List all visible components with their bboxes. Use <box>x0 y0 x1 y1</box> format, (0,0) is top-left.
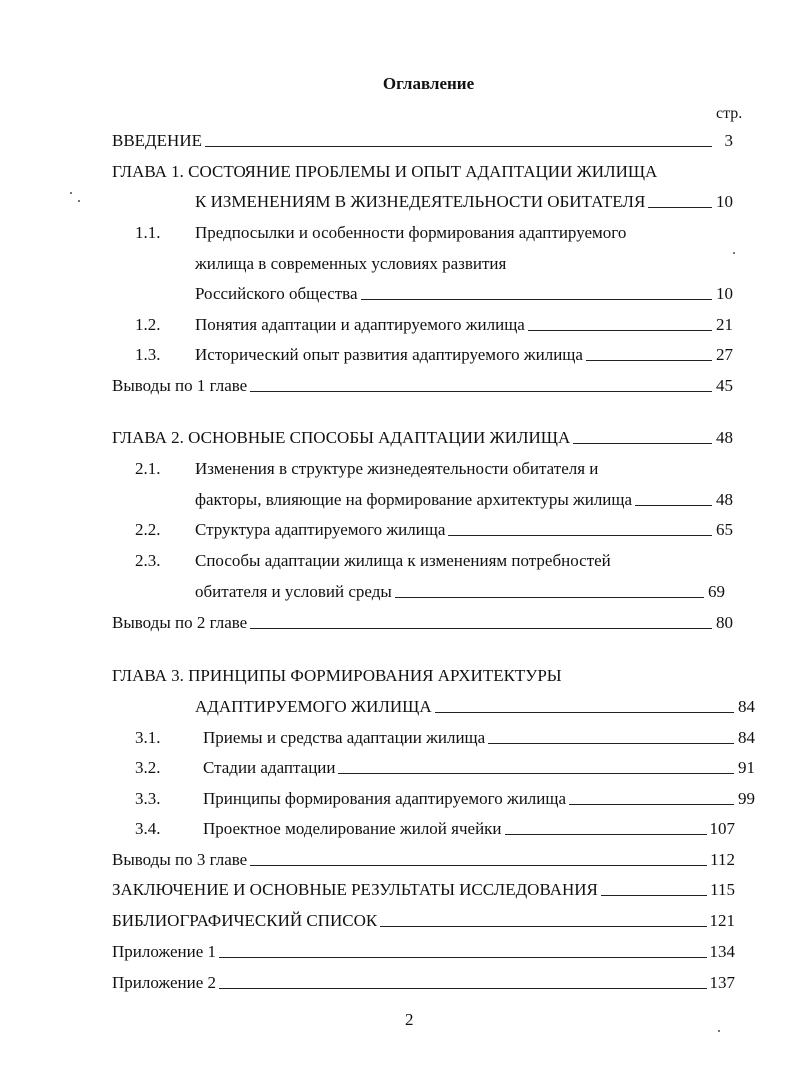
entry-text: Принципы формирования адаптируемого жилища <box>203 789 567 808</box>
leader-line <box>569 804 734 805</box>
entry-text: ЗАКЛЮЧЕНИЕ И ОСНОВНЫЕ РЕЗУЛЬТАТЫ ИССЛЕДОВАНИЯ <box>112 880 598 899</box>
leader-line <box>573 443 712 444</box>
entry-page: 10 <box>716 284 733 303</box>
entry-text: Предпосылки и особенности формирования адаптируемого <box>195 223 627 242</box>
entry-page: 84 <box>738 697 755 716</box>
leader-line <box>250 391 712 392</box>
entry-text: Изменения в структуре жизнедеятельности обитателя и <box>195 459 599 478</box>
scan-speck <box>733 252 735 254</box>
entry-page: 65 <box>716 520 733 539</box>
entry-page: 3 <box>724 131 733 150</box>
entry-text: жилища в современных условиях развития <box>195 254 507 273</box>
leader-line <box>488 743 734 744</box>
toc-title: Оглавление <box>382 74 475 93</box>
entry-text: Стадии адаптации <box>203 758 336 777</box>
entry-page: 27 <box>716 345 733 364</box>
toc-entry[interactable] <box>195 253 506 275</box>
entry-text: Проектное моделирование жилой ячейки <box>203 819 502 838</box>
entry-text: Структура адаптируемого жилища <box>195 520 446 539</box>
toc-entry[interactable] <box>112 427 733 449</box>
scan-speck <box>70 192 72 194</box>
leader-line <box>601 895 707 896</box>
entry-number: 3.1. <box>135 728 161 747</box>
entry-page: 137 <box>709 973 735 992</box>
entry-number: 1.2. <box>135 315 161 334</box>
toc-entry[interactable] <box>195 314 733 336</box>
leader-line <box>505 834 707 835</box>
entry-page: 45 <box>716 376 733 395</box>
toc-entry[interactable] <box>112 130 733 152</box>
entry-text: Приложение 1 <box>112 942 216 961</box>
scan-speck <box>718 1030 720 1032</box>
entry-text: Выводы по 1 главе <box>112 376 248 395</box>
entry-text: Приложение 2 <box>112 973 216 992</box>
page-column-label: стр. <box>716 105 743 122</box>
toc-entry[interactable] <box>112 879 735 901</box>
leader-line <box>250 865 707 866</box>
entry-text: ГЛАВА 3. ПРИНЦИПЫ ФОРМИРОВАНИЯ АРХИТЕКТУРЫ <box>112 666 562 685</box>
toc-entry[interactable] <box>195 519 733 541</box>
entry-text: Приемы и средства адаптации жилища <box>203 728 486 747</box>
toc-entry[interactable] <box>112 910 735 932</box>
toc-entry[interactable] <box>195 283 733 305</box>
leader-line <box>380 926 706 927</box>
toc-entry[interactable] <box>112 161 657 183</box>
toc-entry[interactable] <box>112 612 733 634</box>
entry-number: 3.2. <box>135 758 161 777</box>
toc-entry[interactable] <box>195 222 626 244</box>
entry-text: обитателя и условий среды <box>195 582 392 601</box>
entry-number: 1.1. <box>135 223 161 242</box>
entry-text: ГЛАВА 2. ОСНОВНЫЕ СПОСОБЫ АДАПТАЦИИ ЖИЛИЩА <box>112 428 571 447</box>
entry-number: 2.1. <box>135 459 161 478</box>
entry-text: ГЛАВА 1. СОСТОЯНИЕ ПРОБЛЕМЫ И ОПЫТ АДАПТАЦИИ ЖИЛИЩА <box>112 162 658 181</box>
entry-page: 69 <box>708 582 725 601</box>
entry-page: 84 <box>738 728 755 747</box>
entry-text: Выводы по 3 главе <box>112 850 248 869</box>
entry-text: Российского общества <box>195 284 358 303</box>
entry-number: 2.2. <box>135 520 161 539</box>
entry-text: БИБЛИОГРАФИЧЕСКИЙ СПИСОК <box>112 911 378 930</box>
entry-page: 80 <box>716 613 733 632</box>
toc-entry[interactable] <box>195 458 598 480</box>
toc-entry[interactable] <box>195 191 733 213</box>
entry-page: 134 <box>709 942 735 961</box>
leader-line <box>528 330 712 331</box>
entry-text: К ИЗМЕНЕНИЯМ В ЖИЗНЕДЕЯТЕЛЬНОСТИ ОБИТАТЕЛЯ <box>195 192 646 211</box>
entry-number: 2.3. <box>135 551 161 570</box>
entry-page: 10 <box>716 192 733 211</box>
toc-entry[interactable] <box>203 727 755 749</box>
toc-entry[interactable] <box>195 550 611 572</box>
toc-entry[interactable] <box>203 788 755 810</box>
leader-line <box>361 299 712 300</box>
toc-entry[interactable] <box>195 489 733 511</box>
entry-text: Понятия адаптации и адаптируемого жилища <box>195 315 525 334</box>
entry-page: 91 <box>738 758 755 777</box>
entry-number: 3.3. <box>135 789 161 808</box>
entry-page: 21 <box>716 315 733 334</box>
leader-line <box>648 207 712 208</box>
entry-number: 3.4. <box>135 819 161 838</box>
toc-entry[interactable] <box>203 757 755 779</box>
entry-text: Исторический опыт развития адаптируемого жилища <box>195 345 583 364</box>
entry-page: 112 <box>710 850 735 869</box>
leader-line <box>219 988 707 989</box>
entry-page: 121 <box>709 911 735 930</box>
toc-entry[interactable] <box>203 818 735 840</box>
entry-page: 48 <box>716 490 733 509</box>
leader-line <box>635 505 712 506</box>
entry-number: 1.3. <box>135 345 161 364</box>
leader-line <box>435 712 734 713</box>
entry-text: ВВЕДЕНИЕ <box>112 131 202 150</box>
toc-entry[interactable] <box>112 972 735 994</box>
entry-page: 115 <box>710 880 735 899</box>
leader-line <box>586 360 712 361</box>
entry-page: 99 <box>738 789 755 808</box>
toc-entry[interactable] <box>112 375 733 397</box>
scan-speck <box>78 200 80 202</box>
page-number: 2 <box>405 1010 414 1029</box>
leader-line <box>395 597 704 598</box>
toc-entry[interactable] <box>195 581 725 603</box>
toc-entry[interactable] <box>112 665 562 687</box>
entry-text: Способы адаптации жилища к изменениям потребностей <box>195 551 611 570</box>
leader-line <box>250 628 712 629</box>
entry-page: 48 <box>716 428 733 447</box>
leader-line <box>338 773 734 774</box>
entry-page: 107 <box>709 819 735 838</box>
toc-entry[interactable] <box>195 344 733 366</box>
leader-line <box>448 535 712 536</box>
entry-text: факторы, влияющие на формирование архитектуры жилища <box>195 490 633 509</box>
entry-text: АДАПТИРУЕМОГО ЖИЛИЩА <box>195 697 432 716</box>
toc-entry[interactable] <box>112 849 735 871</box>
leader-line <box>205 146 712 147</box>
leader-line <box>219 957 707 958</box>
toc-entry[interactable] <box>112 941 735 963</box>
entry-text: Выводы по 2 главе <box>112 613 248 632</box>
toc-entry[interactable] <box>195 696 755 718</box>
